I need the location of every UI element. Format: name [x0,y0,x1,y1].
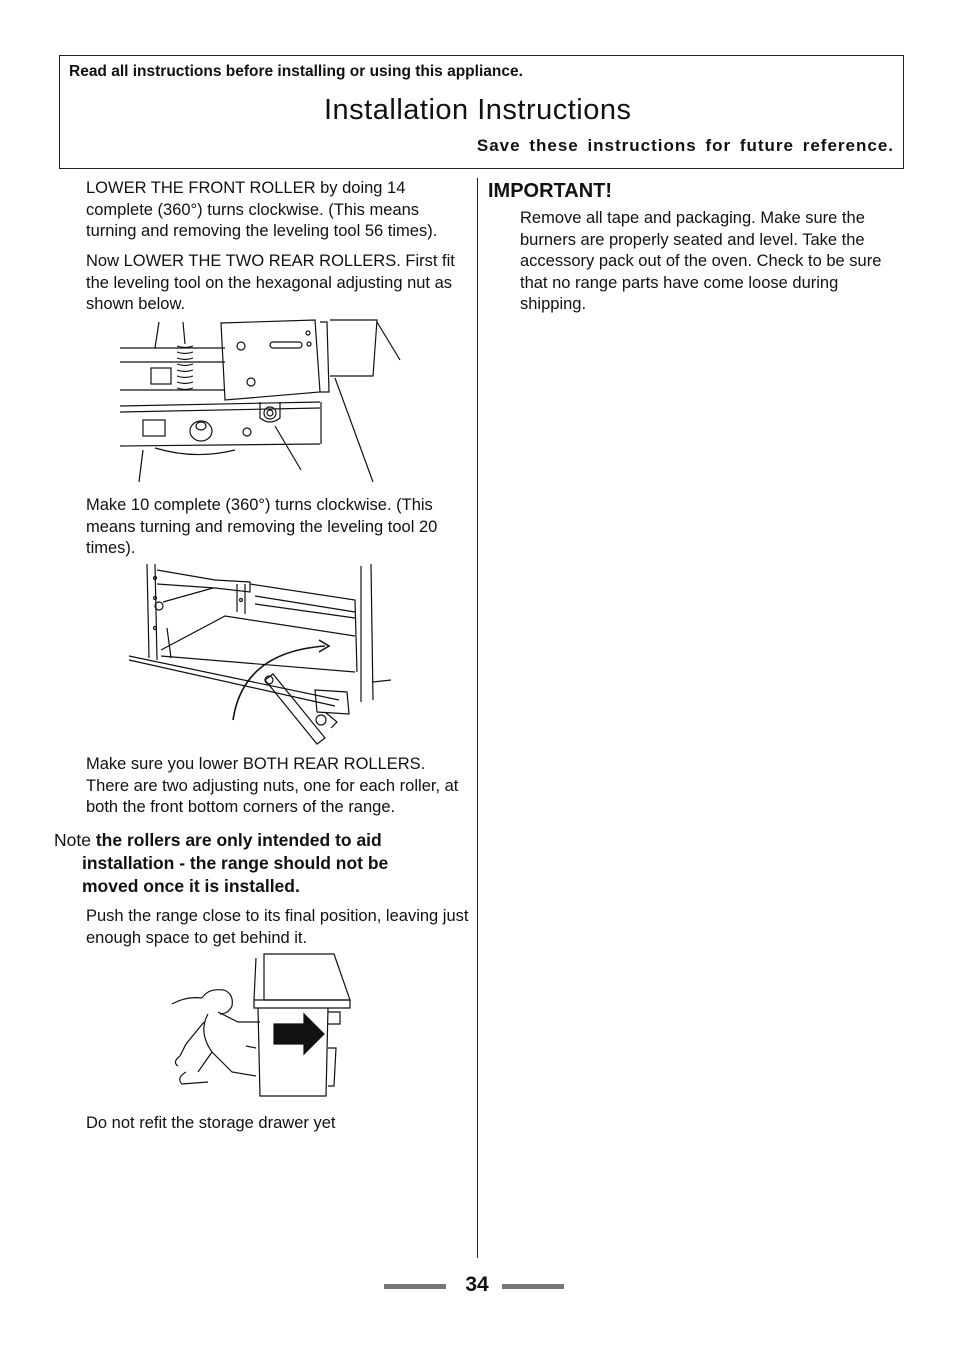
paragraph-both-rear-rollers: Make sure you lower BOTH REAR ROLLERS. There are two adjusting nuts, one for each roller, at both the front bottom corners of the range. [86,755,459,816]
figure-leveling-tool-on-nut [115,318,405,486]
important-body: Remove all tape and packaging. Make sure the burners are properly seated and level. Take the accessory pack out of the oven. Check to be sure that no range parts have come loose during shipping. [520,209,882,313]
page-number: 34 [465,1273,489,1296]
paragraph-storage-drawer: Do not refit the storage drawer yet [86,1114,336,1132]
footer-bar-left [384,1284,446,1289]
figure-pushing-range [168,952,354,1100]
paragraph-lower-front-roller: LOWER THE FRONT ROLLER by doing 14 complete (360°) turns clockwise. (This means turning and removing the leveling tool 56 times). [86,179,438,240]
header-warning: Read all instructions before installing or using this appliance. [69,63,523,80]
important-heading: IMPORTANT! [488,180,613,202]
header-save-note: Save these instructions for future reference. [476,136,894,155]
paragraph-push-range: Push the range close to its final position, leaving just enough space to get behind it. [86,907,469,947]
page-title: Installation Instructions [324,94,632,126]
note-line-3: moved once it is installed. [82,876,300,896]
note-rollers [54,829,454,898]
note-line-1: the rollers are only intended to aid [95,830,382,850]
paragraph-lower-rear-rollers: Now LOWER THE TWO REAR ROLLERS. First fit the leveling tool on the hexagonal adjusting nut as shown below. [86,252,455,313]
paragraph-ten-turns: Make 10 complete (360°) turns clockwise. (This means turning and removing the leveling tool 20 times). [86,496,438,557]
figure-turning-leveling-tool [125,562,395,748]
header-box [59,55,904,169]
column-divider [477,178,478,1258]
footer-bar-right [502,1284,564,1289]
note-line-2: installation - the range should not be [82,853,389,873]
note-prefix: Note [54,830,91,850]
